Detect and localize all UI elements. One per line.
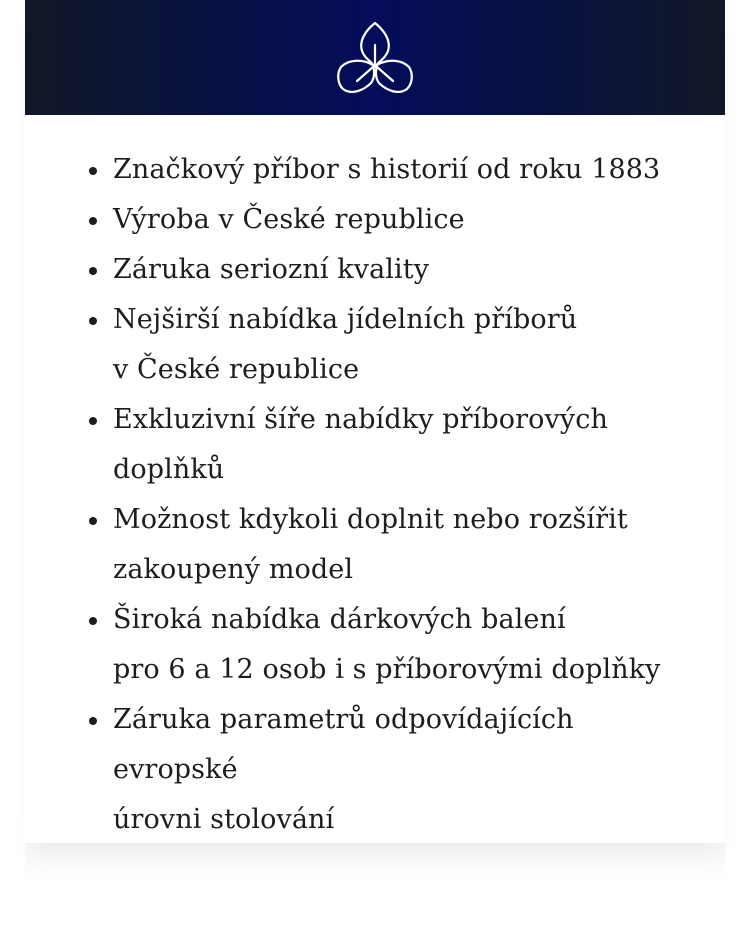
list-item xyxy=(87,195,697,245)
feature-line: Nejširší nabídka jídelních příborů xyxy=(113,304,578,335)
feature-line: Možnost kdykoli doplnit nebo rozšířit xyxy=(113,504,628,535)
list-item xyxy=(87,695,697,845)
feature-line: úrovni stolování xyxy=(113,804,335,835)
feature-line: zakoupený model xyxy=(113,554,354,585)
feature-line: Výroba v České republice xyxy=(113,204,465,235)
feature-card xyxy=(25,0,725,843)
bullet-icon xyxy=(89,417,97,425)
card-shadow xyxy=(25,843,725,883)
bullet-icon xyxy=(89,617,97,625)
bullet-icon xyxy=(89,167,97,175)
feature-line: Široká nabídka dárkových balení xyxy=(113,604,566,635)
list-item xyxy=(87,145,697,195)
bullet-icon xyxy=(89,317,97,325)
list-item xyxy=(87,245,697,295)
list-item xyxy=(87,295,697,395)
bullet-icon xyxy=(89,717,97,725)
feature-line: Exkluzivní šíře nabídky příborových xyxy=(113,404,608,435)
bullet-icon xyxy=(89,517,97,525)
brand-header xyxy=(25,0,725,115)
trefoil-leaf-logo-icon xyxy=(335,21,415,95)
list-item xyxy=(87,395,697,495)
feature-line: v České republice xyxy=(113,354,360,385)
feature-line: Značkový příbor s historií od roku 1883 xyxy=(113,154,661,185)
feature-line: doplňků xyxy=(113,454,225,485)
bullet-icon xyxy=(89,267,97,275)
list-item xyxy=(87,495,697,595)
feature-line: pro 6 a 12 osob i s příborovými doplňky xyxy=(113,654,661,685)
list-item xyxy=(87,595,697,695)
feature-list xyxy=(87,145,697,845)
bullet-icon xyxy=(89,217,97,225)
feature-line: Záruka parametrů odpovídajících evropské xyxy=(113,704,574,785)
feature-line: Záruka seriozní kvality xyxy=(113,254,430,285)
